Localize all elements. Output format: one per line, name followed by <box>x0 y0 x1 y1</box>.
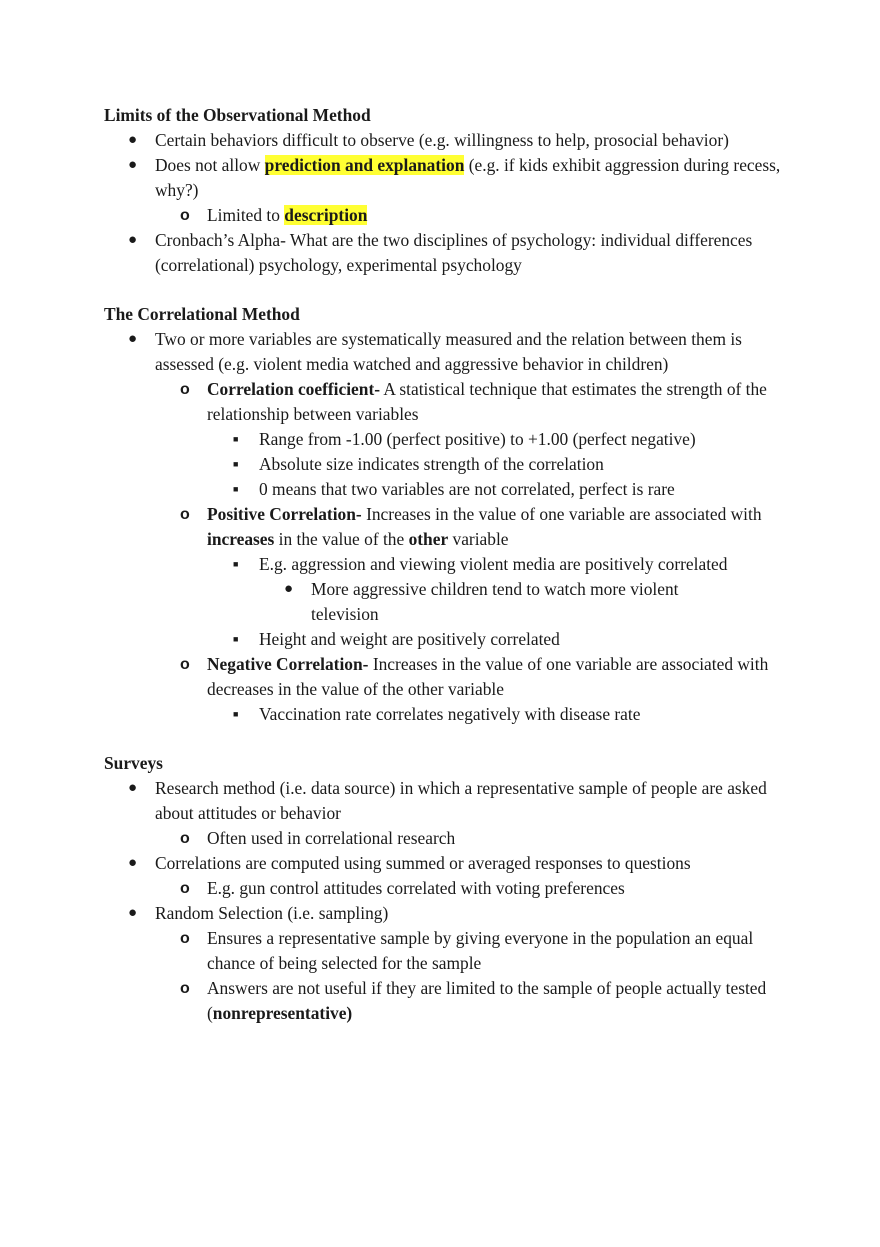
item-text: Ensures a representative sample by giving everyone in the population an equal chance of being selected for the sample <box>207 928 754 973</box>
section-heading: Limits of the Observational Method <box>104 105 371 125</box>
bullet-list <box>104 327 804 727</box>
square-bullet-icon: ■ <box>233 459 239 469</box>
section-heading: The Correlational Method <box>104 304 300 324</box>
list-item <box>104 577 804 627</box>
disc-bullet-icon: ● <box>128 331 138 347</box>
item-text: Limited to <box>207 205 285 225</box>
section-correlational-method <box>104 302 804 727</box>
disc-bullet-icon: ● <box>128 905 138 921</box>
emphasis-bold: nonrepresentative) <box>212 1003 353 1023</box>
item-text: Answers are not useful if they are limited to the sample of people actually tested ( <box>207 978 767 1023</box>
item-text: (e.g. if kids exhibit aggression during recess, why?) <box>155 155 781 200</box>
item-text: Absolute size indicates strength of the correlation <box>259 454 604 474</box>
item-text: Two or more variables are systematically measured and the relation between them is assessed (e.g. violent media watched and aggressive behavior in children) <box>155 329 742 374</box>
item-text: in the value of the <box>274 529 409 549</box>
item-text: E.g. gun control attitudes correlated with voting preferences <box>207 878 625 898</box>
item-text: Range from -1.00 (perfect positive) to +1.00 (perfect negative) <box>259 429 696 449</box>
circle-bullet-icon: o <box>180 880 190 897</box>
list-item <box>104 477 804 502</box>
list-item <box>104 427 804 452</box>
section-observational-limits <box>104 103 804 278</box>
bullet-list <box>104 776 804 1026</box>
list-item <box>104 377 804 427</box>
circle-bullet-icon: o <box>180 506 190 523</box>
list-item <box>104 926 804 976</box>
emphasis-bold: increases <box>207 529 275 549</box>
circle-bullet-icon: o <box>180 830 190 847</box>
list-item <box>104 203 804 228</box>
term-bold: Positive Correlation- <box>207 504 362 524</box>
item-text: 0 means that two variables are not correlated, perfect is rare <box>259 479 675 499</box>
disc-bullet-icon: ● <box>128 780 138 796</box>
section-heading: Surveys <box>104 753 163 773</box>
list-item <box>104 776 804 826</box>
item-text: More aggressive children tend to watch more violent television <box>311 579 679 624</box>
list-item <box>104 153 804 203</box>
circle-bullet-icon: o <box>180 930 190 947</box>
term-bold: Correlation coefficient- <box>207 379 381 399</box>
circle-bullet-icon: o <box>180 381 190 398</box>
list-item <box>104 552 804 577</box>
list-item <box>104 228 804 278</box>
disc-bullet-icon: ● <box>128 855 138 871</box>
item-text: Cronbach’s Alpha- What are the two disciplines of psychology: individual differences (correlational) psychology, experimental psychology <box>155 230 753 275</box>
item-text: A statistical technique that estimates the strength of the relationship between variables <box>207 379 767 424</box>
circle-bullet-icon: o <box>180 207 190 224</box>
disc-bullet-icon: ● <box>128 132 138 148</box>
item-text: Height and weight are positively correlated <box>259 629 560 649</box>
list-item <box>104 851 804 876</box>
item-text: Correlations are computed using summed or averaged responses to questions <box>155 853 691 873</box>
term-bold: Negative Correlation- <box>207 654 369 674</box>
disc-bullet-icon: ● <box>128 157 138 173</box>
list-item <box>104 627 804 652</box>
highlighted-text: description <box>284 205 368 225</box>
item-text: E.g. aggression and viewing violent media are positively correlated <box>259 554 728 574</box>
item-text: Random Selection (i.e. sampling) <box>155 903 389 923</box>
emphasis-bold: other <box>408 529 449 549</box>
list-item <box>104 826 804 851</box>
list-item <box>104 452 804 477</box>
circle-bullet-icon: o <box>180 656 190 673</box>
square-bullet-icon: ■ <box>233 709 239 719</box>
item-text: Often used in correlational research <box>207 828 456 848</box>
item-text: Does not allow <box>155 155 265 175</box>
item-text: Increases in the value of one variable are associated with <box>361 504 762 524</box>
item-text: Certain behaviors difficult to observe (e.g. willingness to help, prosocial behavior) <box>155 130 729 150</box>
circle-bullet-icon: o <box>180 980 190 997</box>
list-item <box>104 876 804 901</box>
item-text: Vaccination rate correlates negatively with disease rate <box>259 704 641 724</box>
list-item <box>104 502 804 552</box>
list-item <box>104 128 804 153</box>
bullet-list <box>104 128 804 278</box>
list-item <box>104 652 804 702</box>
item-text: Research method (i.e. data source) in which a representative sample of people are asked about attitudes or behavior <box>155 778 767 823</box>
square-bullet-icon: ■ <box>233 559 239 569</box>
highlighted-text: prediction and explanation <box>264 155 465 175</box>
list-item <box>104 976 804 1026</box>
item-text: Increases in the value of one variable are associated with decreases in the value of the other variable <box>207 654 769 699</box>
disc-bullet-icon: ● <box>128 232 138 248</box>
disc-bullet-icon: ● <box>284 581 294 597</box>
square-bullet-icon: ■ <box>233 484 239 494</box>
list-item <box>104 702 804 727</box>
square-bullet-icon: ■ <box>233 634 239 644</box>
item-text: variable <box>448 529 509 549</box>
section-surveys <box>104 751 804 1026</box>
list-item <box>104 327 804 377</box>
square-bullet-icon: ■ <box>233 434 239 444</box>
list-item <box>104 901 804 926</box>
